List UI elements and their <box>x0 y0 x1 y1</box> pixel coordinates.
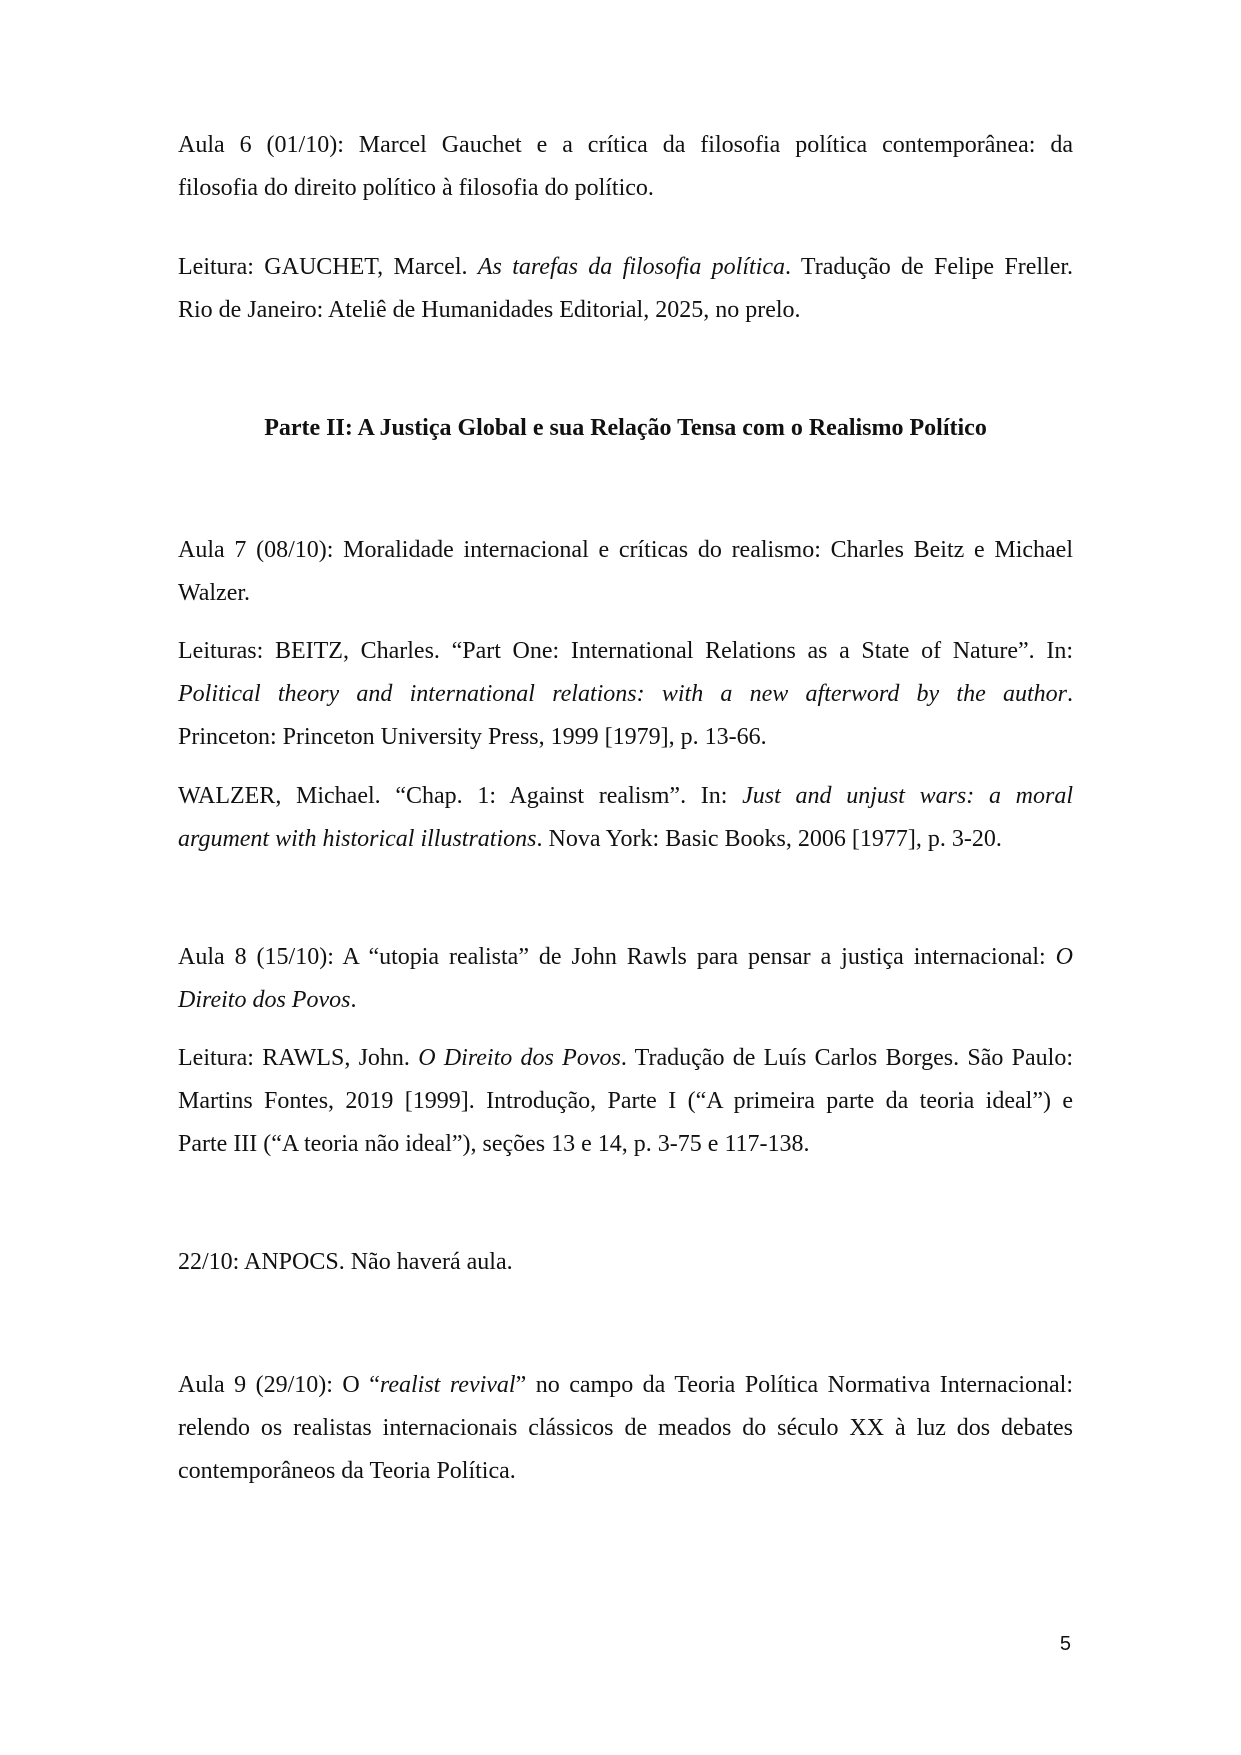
beitz-line-2 <box>178 673 1073 716</box>
aula-6-reading <box>178 246 1073 332</box>
reading-title: Political theory and international relations: with a new afterword by the author <box>178 681 1067 707</box>
beitz-line-3: Princeton: Princeton University Press, 1999 [1979], p. 13-66. <box>178 724 767 750</box>
topic-text: Aula 8 (15/10): A “utopia realista” de John Rawls para pensar a justiça internacional: <box>178 944 1056 970</box>
reading-citation-text: Leitura: GAUCHET, Marcel. <box>178 254 478 280</box>
aula-6-topic <box>178 124 1073 210</box>
walzer-line-1 <box>178 775 1073 818</box>
aula-6-reading-line-2: Rio de Janeiro: Ateliê de Humanidades Editorial, 2025, no prelo. <box>178 297 801 323</box>
aula-6-line-1: Aula 6 (01/10): Marcel Gauchet e a crítica da filosofia política contemporânea: da <box>178 132 1073 158</box>
aula-9-line-2: relendo os realistas internacionais clássicos de meados do século XX à luz dos debates <box>178 1415 1073 1441</box>
rawls-line-3: Parte III (“A teoria não ideal”), seções 13 e 14, p. 3-75 e 117-138. <box>178 1131 810 1157</box>
aula-7-reading-beitz <box>178 630 1073 759</box>
walzer-line-2 <box>178 818 1073 861</box>
reading-citation-text: Leitura: RAWLS, John. <box>178 1045 419 1071</box>
reading-title: O Direito dos Povos <box>418 1045 621 1071</box>
reading-citation-text: . Tradução de Felipe Freller. <box>785 254 1074 280</box>
aula-7-line-2: Walzer. <box>178 580 251 606</box>
aula-7-topic <box>178 529 1073 615</box>
reading-title: argument with historical illustrations <box>178 826 537 852</box>
reading-citation-text: . <box>1067 681 1073 707</box>
aula-9-line-3: contemporâneos da Teoria Política. <box>178 1458 516 1484</box>
rawls-line-2: Martins Fontes, 2019 [1999]. Introdução, Parte I (“A primeira parte da teoria ideal”) e <box>178 1088 1073 1114</box>
aula-8-reading <box>178 1037 1073 1166</box>
aula-8-line-1 <box>178 936 1073 979</box>
reading-citation-text: . Tradução de Luís Carlos Borges. São Paulo: <box>620 1045 1073 1071</box>
aula-7-reading-walzer <box>178 775 1073 861</box>
aula-6-reading-line-1 <box>178 246 1073 289</box>
aula-8-line-2 <box>178 979 1073 1022</box>
topic-emphasis: realist revival <box>379 1372 516 1398</box>
aula-7-line-1: Aula 7 (08/10): Moralidade internacional e críticas do realismo: Charles Beitz e Michael <box>178 537 1073 563</box>
aula-8-topic <box>178 936 1073 1022</box>
page-number: 5 <box>1059 1633 1071 1655</box>
part-2-heading: Parte II: A Justiça Global e sua Relação Tensa com o Realismo Político <box>264 415 987 441</box>
beitz-line-1: Leituras: BEITZ, Charles. “Part One: International Relations as a State of Nature”. In: <box>178 638 1073 664</box>
reading-title: Just and unjust wars: a moral <box>742 783 1074 809</box>
reading-citation-text: WALZER, Michael. “Chap. 1: Against realism”. In: <box>178 783 743 809</box>
topic-text: ” no campo da Teoria Política Normativa Internacional: <box>515 1372 1074 1398</box>
reading-title: O <box>1055 944 1073 970</box>
no-class-notice <box>178 1241 1073 1284</box>
aula-6-line-2: filosofia do direito político à filosofia do político. <box>178 175 654 201</box>
rawls-line-1 <box>178 1037 1073 1080</box>
topic-text: . <box>350 987 357 1013</box>
reading-title: Direito dos Povos <box>178 987 351 1013</box>
reading-title: As tarefas da filosofia política <box>477 254 786 280</box>
topic-text: Aula 9 (29/10): O “ <box>178 1372 380 1398</box>
reading-citation-text: . Nova York: Basic Books, 2006 [1977], p. 3-20. <box>536 826 1002 852</box>
aula-9-topic <box>178 1364 1073 1493</box>
aula-9-line-1 <box>178 1364 1073 1407</box>
no-class-line: 22/10: ANPOCS. Não haverá aula. <box>178 1249 513 1275</box>
